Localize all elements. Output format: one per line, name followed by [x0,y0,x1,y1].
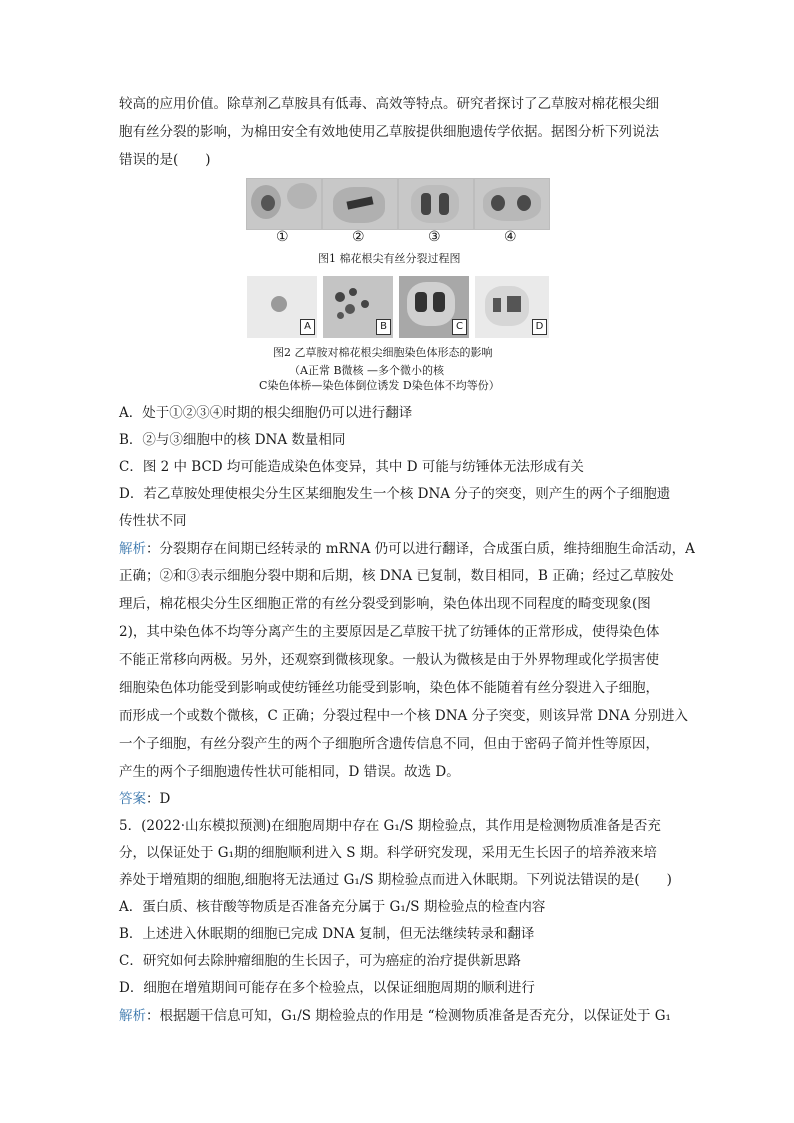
analysis-label: 解析 [119,1008,146,1024]
intro-line-2: 胞有丝分裂的影响，为棉田安全有效地使用乙草胺提供细胞遗传学依据。据图分析下列说法 [119,124,659,140]
figure2-note-2: C染色体桥—染色体倒位诱发 D染色体不均等份） [259,379,500,392]
figure1-label-4: ④ [504,229,517,245]
q5-stem-line-3: 养处于增殖期的细胞,细胞将无法通过 G₁/S 期检验点而进入休眠期。下列说法错误的是( ) [119,872,672,888]
q4-analysis-line-3: 理后，棉花根尖分生区细胞正常的有丝分裂受到影响，染色体出现不同程度的畸变现象(图 [119,596,651,612]
q4-option-c: C．图 2 中 BCD 均可能造成染色体变异，其中 D 可能与纺锤体无法形成有关 [119,459,584,475]
figure1-caption: 图1 棉花根尖有丝分裂过程图 [318,252,461,265]
figure2-caption: 图2 乙草胺对棉花根尖细胞染色体形态的影响 [273,346,493,359]
q4-analysis-line-8: 一个子细胞，有丝分裂产生的两个子细胞所含遗传信息不同，但由于密码子简并性等原因， [119,736,659,752]
q5-option-a: A．蛋白质、核苷酸等物质是否准备充分属于 G₁/S 期检验点的检查内容 [119,899,546,915]
micrograph-a [247,276,317,338]
micrograph-4 [474,178,550,230]
q5-stem-line-2: 分，以保证处于 G₁期的细胞顺利进入 S 期。科学研究发现，采用无生长因子的培养液来培 [119,845,657,861]
intro-line-1: 较高的应用价值。除草剂乙草胺具有低毒、高效等特点。研究者探讨了乙草胺对棉花根尖细 [119,96,659,112]
q4-analysis-line-9: 产生的两个子细胞遗传性状可能相同，D 错误。故选 D。 [119,764,460,780]
q5-option-b: B．上述进入休眠期的细胞已完成 DNA 复制，但无法继续转录和翻译 [119,926,535,942]
intro-line-3: 错误的是( ) [119,152,211,168]
q4-analysis-line-4: 2)，其中染色体不均等分离产生的主要原因是乙草胺干扰了纺锤体的正常形成，使得染色体 [119,624,660,640]
analysis-label: 解析 [119,541,146,557]
figure1-label-3: ③ [428,229,441,245]
q4-answer: 答案：D [119,791,171,807]
figure-2 [247,276,549,396]
micrograph-b [323,276,393,338]
micrograph-c [399,276,469,338]
answer-label: 答案 [119,791,146,807]
figure2-label-c: C [452,319,467,335]
q4-analysis-line-5: 不能正常移向两极。另外，还观察到微核现象。一般认为微核是由于外界物理或化学损害使 [119,652,659,668]
q5-option-c: C．研究如何去除肿瘤细胞的生长因子，可为癌症的治疗提供新思路 [119,953,521,969]
micrograph-2 [322,178,398,230]
q4-option-b: B．②与③细胞中的核 DNA 数量相同 [119,432,346,448]
figure2-label-a: A [300,319,315,335]
q5-stem-line-1: 5．(2022·山东模拟预测)在细胞周期中存在 G₁/S 期检验点，其作用是检测物质准备是否充 [119,818,661,834]
micrograph-d [475,276,549,338]
q5-analysis-line-1: 解析：根据题干信息可知，G₁/S 期检验点的作用是 “检测物质准备是否充分，以保证处于 G₁ [119,1008,671,1024]
figure1-label-1: ① [276,229,289,245]
q4-option-a: A．处于①②③④时期的根尖细胞仍可以进行翻译 [119,405,413,421]
q4-analysis-line-6: 细胞染色体功能受到影响或使纺锤丝功能受到影响，染色体不能随着有丝分裂进入子细胞， [119,680,659,696]
figure1-label-2: ② [352,229,365,245]
q4-analysis-line-1: 解析：分裂期存在间期已经转录的 mRNA 仍可以进行翻译，合成蛋白质，维持细胞生命活动，A [119,541,695,557]
figure2-note-1: （A正常 B微核 —多个微小的核 [289,364,445,377]
q5-option-d: D．细胞在增殖期间可能存在多个检验点，以保证细胞周期的顺利进行 [119,980,535,996]
q4-option-d: D．若乙草胺处理使根尖分生区某细胞发生一个核 DNA 分子的突变，则产生的两个子细胞遗 [119,486,671,502]
q4-analysis-line-7: 而形成一个或数个微核，C 正确；分裂过程中一个核 DNA 分子突变，则该异常 DNA 分别进入 [119,708,689,724]
micrograph-3 [398,178,474,230]
q4-option-d-cont: 传性状不同 [119,513,187,529]
figure2-label-d: D [532,319,547,335]
q4-analysis-line-2: 正确；②和③表示细胞分裂中期和后期，核 DNA 已复制，数目相同，B 正确；经过乙草胺处 [119,568,674,584]
micrograph-1 [246,178,322,230]
figure-1 [246,178,548,268]
figure2-label-b: B [376,319,391,335]
